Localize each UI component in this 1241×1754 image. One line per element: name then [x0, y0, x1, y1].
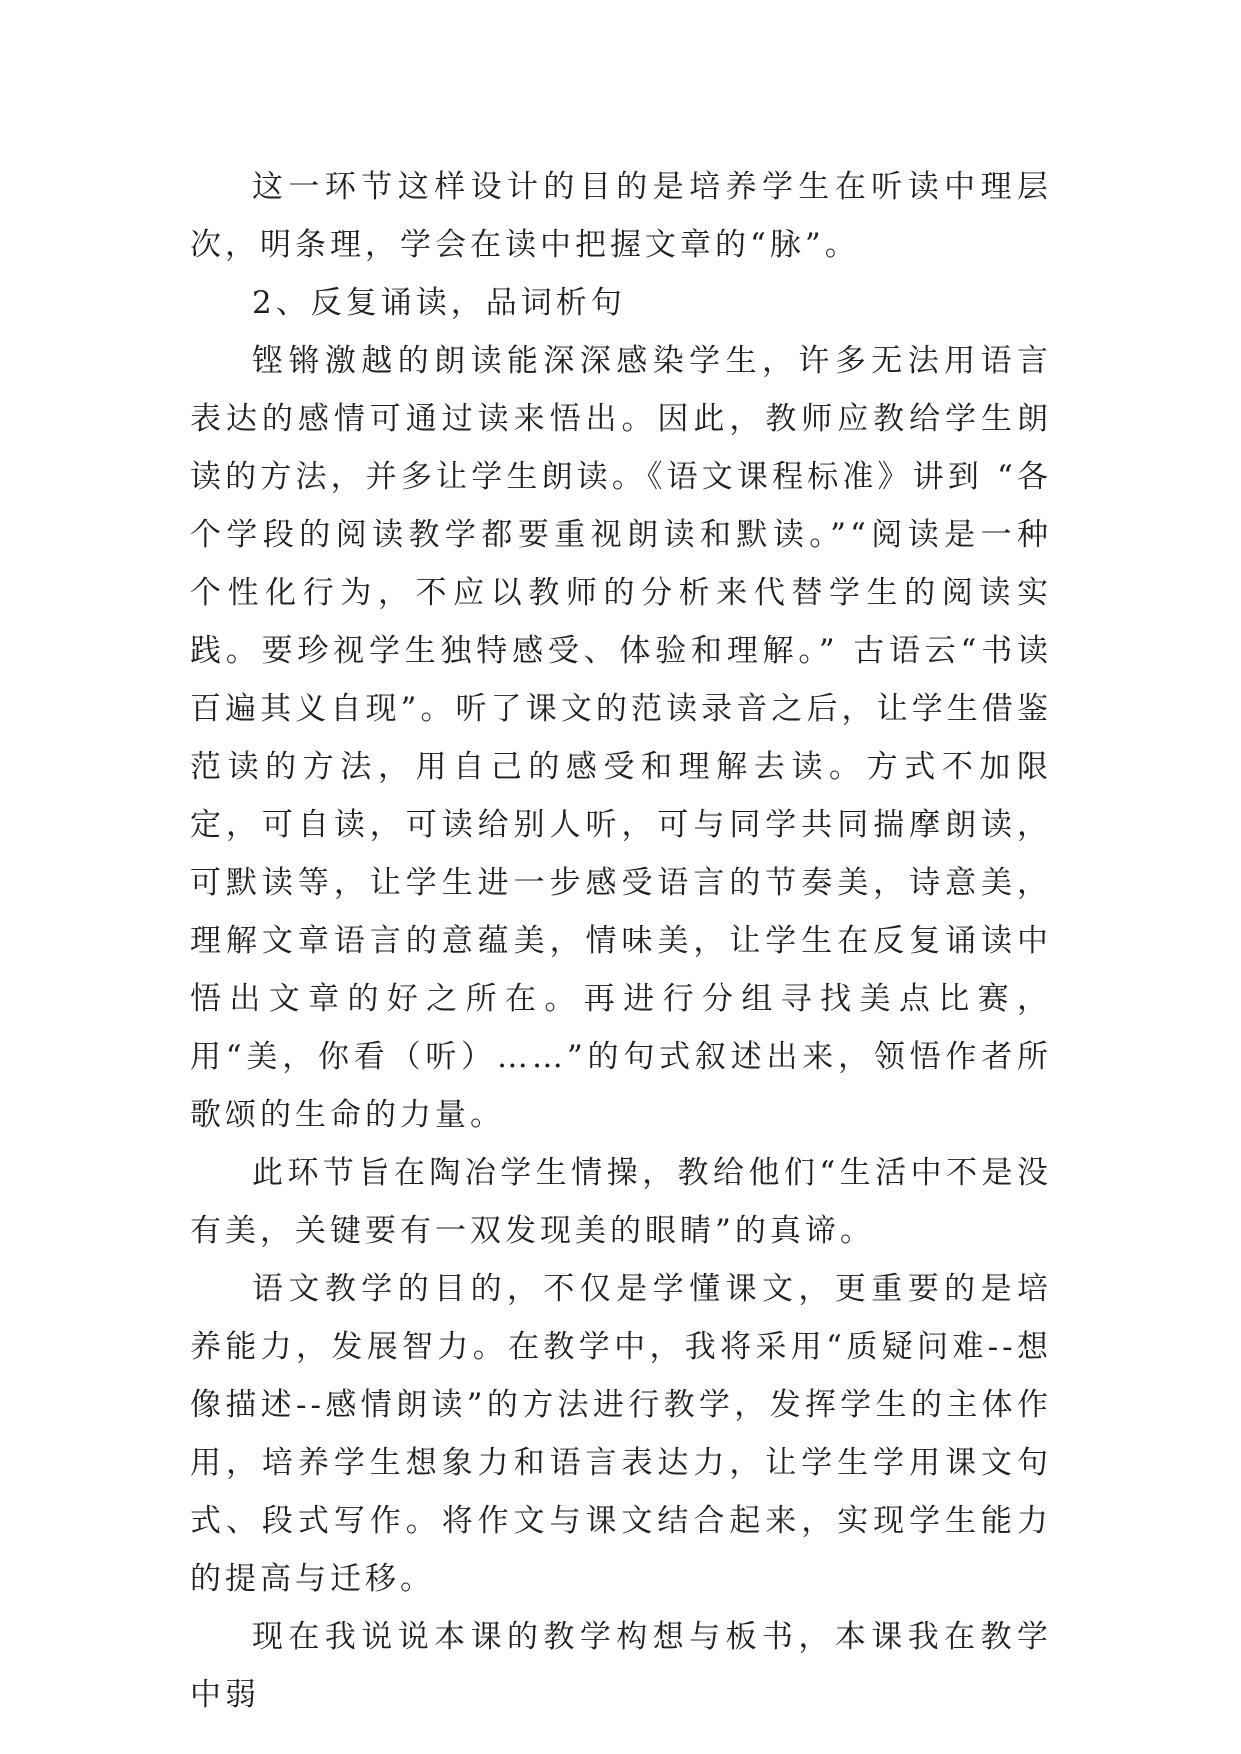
paragraph-teaching-goal: 语文教学的目的，不仅是学懂课文，更重要的是培养能力，发展智力。在教学中，我将采用“质疑问难--想像描述--感情朗读”的方法进行教学，发挥学生的主体作用，培养学生想象力和语言表达力，让学生学用课文句式、段式写作。将作文与课文结合起来，实现学生能力的提高与迁移。: [190, 1271, 1052, 1597]
section-heading-repeated-reading: 2、反复诵读，品词析句: [252, 285, 626, 321]
paragraph-reading-aloud: 铿锵激越的朗读能深深感染学生，许多无法用语言表达的感情可通过读来悟出。因此，教师应教给学生朗读的方法，并多让学生朗读。《语文课程标准》讲到 “各个学段的阅读教学都要重视朗读和默读。”“阅读是一种个性化行为，不应以教师的分析来代替学生的阅读实践。要珍视学生独特感受、体验和理解。” 古语云“书读百遍其义自现”。听了课文的范读录音之后，让学生借鉴范读的方法，用自己的感受和理解去读。方式不加限定，可自读，可读给别人听，可与同学共同揣摩朗读，可默读等，让学生进一步感受语言的节奏美，诗意美，理解文章语言的意蕴美，情味美，让学生在反复诵读中悟出文章的好之所在。再进行分组寻找美点比赛，用“美，你看（听）……”的句式叙述出来，领悟作者所歌颂的生命的力量。: [190, 343, 1052, 1133]
paragraph-design-purpose: 这一环节这样设计的目的是培养学生在听读中理层次，明条理，学会在读中把握文章的“脉”。: [190, 169, 1052, 263]
paragraph-teaching-concept: 现在我说说本课的教学构想与板书，本课我在教学中弱: [190, 1619, 1052, 1713]
paragraph-cultivate-sentiment: 此环节旨在陶冶学生情操，教给他们“生活中不是没有美，关键要有一双发现美的眼睛”的真谛。: [190, 1155, 1052, 1249]
document-body: [190, 158, 1052, 1724]
